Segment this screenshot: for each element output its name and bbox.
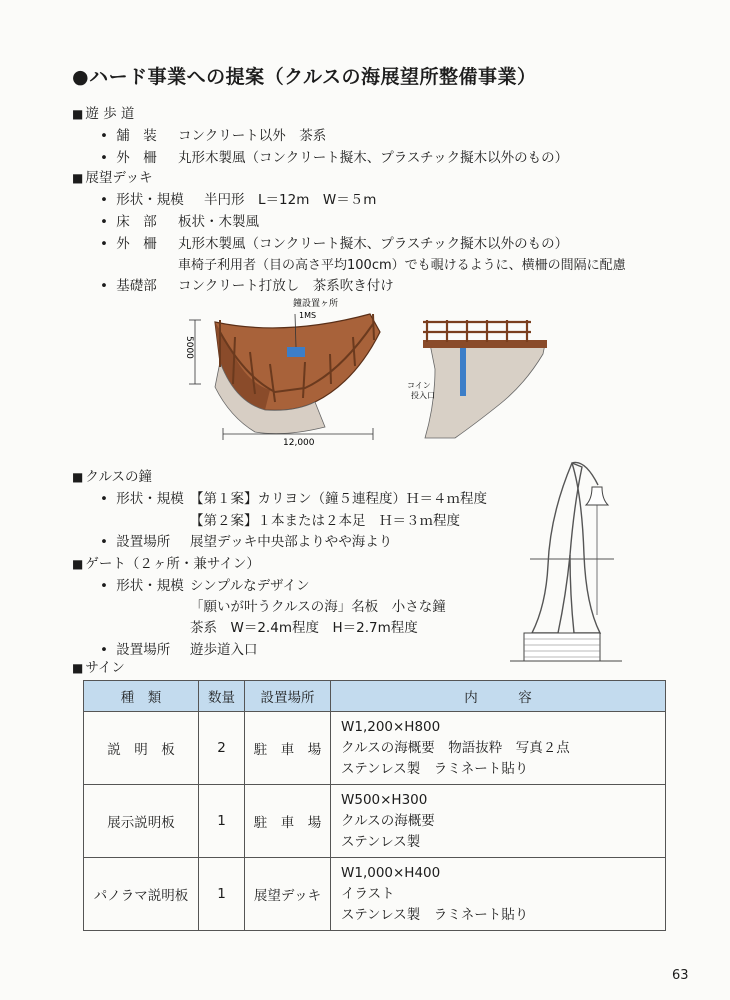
item-value: 【第１案】カリヨン（鐘５連程度）Ｈ＝４ｍ程度 [190, 491, 487, 507]
table-row [84, 785, 666, 858]
item-value: 遊歩道入口 [190, 642, 258, 658]
cell-qty: 1 [199, 785, 245, 858]
cell-qty: 1 [199, 858, 245, 931]
item-label: 設置場所 [116, 534, 171, 550]
dim-height-label: 5000 [184, 336, 194, 359]
item-value: コンクリート以外 茶系 [178, 128, 327, 144]
item-label: 基礎部 [116, 278, 157, 294]
cell-place: 駐 車 場 [245, 712, 331, 785]
item-label: 形状・規模 [116, 192, 184, 208]
cell-type: 展示説明板 [84, 785, 199, 858]
gate-shape [100, 574, 446, 636]
promenade-paving [100, 124, 327, 144]
deck-plan-sketch [175, 292, 400, 448]
bell-place-label: 鐘設置ヶ所 [293, 299, 339, 309]
spec-line: ステンレス製 ラミネート貼り [341, 906, 529, 923]
deck-base [100, 274, 394, 294]
item-value: 板状・木製風 [178, 214, 259, 230]
item-value-2: 【第２案】１本または２本足 Ｈ＝３ｍ程度 [190, 513, 460, 529]
item-value: 丸形木製風（コンクリート擬木、プラスチック擬木以外のもの） [178, 150, 569, 166]
item-value: シンプルなデザイン [190, 578, 310, 594]
item-label: 設置場所 [116, 642, 171, 658]
cell-spec [331, 858, 666, 931]
cell-place: 駐 車 場 [245, 785, 331, 858]
gate-place [100, 638, 258, 658]
cell-qty: 2 [199, 712, 245, 785]
deck-shape [100, 188, 377, 208]
ms-label: 1MS [299, 311, 317, 320]
header-place: 設置場所 [245, 681, 331, 712]
bell-tower-sketch [510, 455, 625, 665]
item-label: 床 部 [116, 214, 157, 230]
page-title: ●ハード事業への提案（クルスの海展望所整備事業） [72, 66, 537, 88]
section-gate: ■ ゲート（２ヶ所・兼サイン） [72, 552, 260, 572]
item-label: 形状・規模 [116, 491, 184, 507]
header-qty: 数量 [199, 681, 245, 712]
header-type: 種 類 [84, 681, 199, 712]
promenade-fence [100, 146, 569, 166]
cell-type: 説 明 板 [84, 712, 199, 785]
section-promenade: ■ 遊 歩 道 [72, 102, 134, 122]
deck-floor [100, 210, 259, 230]
item-label: 外 柵 [116, 236, 157, 252]
spec-line: クルスの海概要 物語抜粋 写真２点 [341, 739, 570, 756]
item-value-3: 茶系 W＝2.4m程度 H＝2.7m程度 [190, 620, 418, 636]
cell-place: 展望デッキ [245, 858, 331, 931]
item-value-2: 「願いが叶うクルスの海」名板 小さな鐘 [190, 599, 446, 615]
dim-width-label: 12,000 [283, 438, 315, 448]
section-deck: ■ 展望デッキ [72, 166, 153, 186]
item-value: 半円形 L＝12m W＝５m [204, 192, 377, 208]
table-header-row [84, 681, 666, 712]
bell-place [100, 530, 393, 550]
item-label: 外 柵 [116, 150, 157, 166]
sign-table [83, 680, 666, 931]
spec-line: W1,200×H800 [341, 718, 441, 735]
spec-line: イラスト [341, 885, 395, 902]
coin-label: コイン [407, 381, 431, 390]
item-value: 展望デッキ中央部よりやや海より [190, 534, 393, 550]
spec-line: W500×H300 [341, 791, 428, 808]
deck-section-sketch [405, 314, 555, 440]
item-label: 形状・規模 [116, 578, 184, 594]
deck-fence [100, 232, 626, 273]
cell-spec [331, 712, 666, 785]
spec-line: W1,000×H400 [341, 864, 441, 881]
table-row [84, 712, 666, 785]
item-value: コンクリート打放し 茶系吹き付け [178, 278, 394, 294]
spec-line: ステンレス製 [341, 833, 421, 850]
spec-line: ステンレス製 ラミネート貼り [341, 760, 529, 777]
cell-type: パノラマ説明板 [84, 858, 199, 931]
section-bell: ■ クルスの鐘 [72, 465, 152, 485]
item-label: 舗 装 [116, 128, 157, 144]
section-sign: ■ サイン [72, 656, 125, 676]
spec-line: クルスの海概要 [341, 812, 435, 829]
item-value: 丸形木製風（コンクリート擬木、プラスチック擬木以外のもの） [178, 236, 569, 252]
item-value-2: 車椅子利用者（目の高さ平均100cm）でも覗けるように、横柵の間隔に配慮 [178, 258, 626, 273]
cell-spec [331, 785, 666, 858]
coin-slot-label: 投入口 [411, 391, 435, 400]
bell-shape [100, 487, 487, 529]
header-spec: 内 容 [331, 681, 666, 712]
table-row [84, 858, 666, 931]
page-number: 63 [672, 968, 689, 983]
